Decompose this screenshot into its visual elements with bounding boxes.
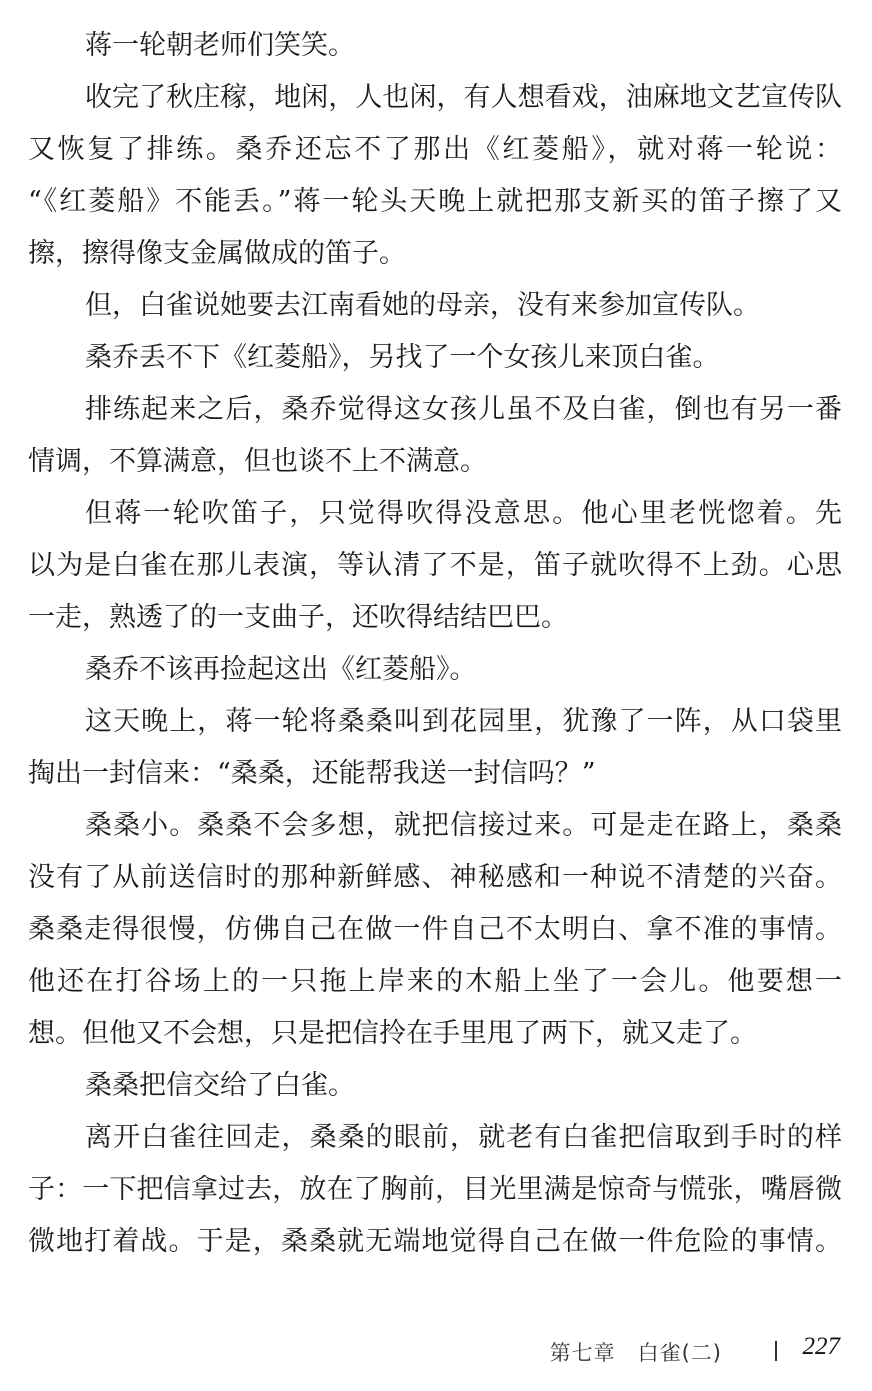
body-text	[28, 22, 842, 1270]
text-line: 又恢复了排练。桑乔还忘不了那出《红菱船》，就对蒋一轮说：	[28, 134, 842, 165]
footer-separator	[775, 1341, 777, 1361]
text-line: 以为是白雀在那儿表演，等认清了不是，笛子就吹得不上劲。心思	[28, 550, 842, 581]
text-line: 擦，擦得像支金属做成的笛子。	[28, 238, 406, 269]
text-line: 子：一下把信拿过去，放在了胸前，目光里满是惊奇与慌张，嘴唇微	[28, 1174, 842, 1205]
text-line: 排练起来之后，桑乔觉得这女孩儿虽不及白雀，倒也有另一番	[85, 394, 842, 425]
paragraph	[28, 334, 842, 386]
chapter-title: 第七章 白雀(二)	[549, 1341, 722, 1365]
text-line: 桑乔不该再捡起这出《红菱船》。	[85, 654, 477, 685]
paragraph	[28, 698, 842, 802]
paragraph	[28, 802, 842, 1062]
text-line: 桑桑小。桑桑不会多想，就把信接过来。可是走在路上，桑桑	[85, 810, 842, 841]
page-number: 227	[802, 1333, 840, 1360]
paragraph	[28, 22, 842, 74]
text-line: 他还在打谷场上的一只拖上岸来的木船上坐了一会儿。他要想一	[28, 966, 842, 997]
text-line: 但，白雀说她要去江南看她的母亲，没有来参加宣传队。	[85, 290, 760, 321]
text-line: 离开白雀往回走，桑桑的眼前，就老有白雀把信取到手时的样	[85, 1122, 842, 1153]
text-line: 一走，熟透了的一支曲子，还吹得结结巴巴。	[28, 602, 568, 633]
text-line: 掏出一封信来：“桑桑，还能帮我送一封信吗？”	[28, 758, 596, 789]
paragraph	[28, 1062, 842, 1114]
paragraph	[28, 74, 842, 282]
paragraph	[28, 282, 842, 334]
text-line: 收完了秋庄稼，地闲，人也闲，有人想看戏，油麻地文艺宣传队	[85, 82, 842, 113]
text-line: 没有了从前送信时的那种新鲜感、神秘感和一种说不清楚的兴奋。	[28, 862, 842, 893]
text-line: 但蒋一轮吹笛子，只觉得吹得没意思。他心里老恍惚着。先	[85, 498, 842, 529]
text-line: 蒋一轮朝老师们笑笑。	[85, 30, 355, 61]
text-line: 情调，不算满意，但也谈不上不满意。	[28, 446, 487, 477]
text-line: 微地打着战。于是，桑桑就无端地觉得自己在做一件危险的事情。	[28, 1226, 842, 1257]
page-footer	[0, 1333, 842, 1369]
text-line: 这天晚上，蒋一轮将桑桑叫到花园里，犹豫了一阵，从口袋里	[85, 706, 842, 737]
paragraph	[28, 1114, 842, 1270]
text-line: 想。但他又不会想，只是把信拎在手里甩了两下，就又走了。	[28, 1018, 757, 1049]
text-line: 桑乔丢不下《红菱船》，另找了一个女孩儿来顶白雀。	[85, 342, 720, 373]
paragraph	[28, 490, 842, 646]
text-line: 桑桑把信交给了白雀。	[85, 1070, 355, 1101]
paragraph	[28, 646, 842, 698]
text-line: 桑桑走得很慢，仿佛自己在做一件自己不太明白、拿不准的事情。	[28, 914, 842, 945]
text-line: “《红菱船》不能丢。”蒋一轮头天晚上就把那支新买的笛子擦了又	[28, 186, 842, 217]
paragraph	[28, 386, 842, 490]
